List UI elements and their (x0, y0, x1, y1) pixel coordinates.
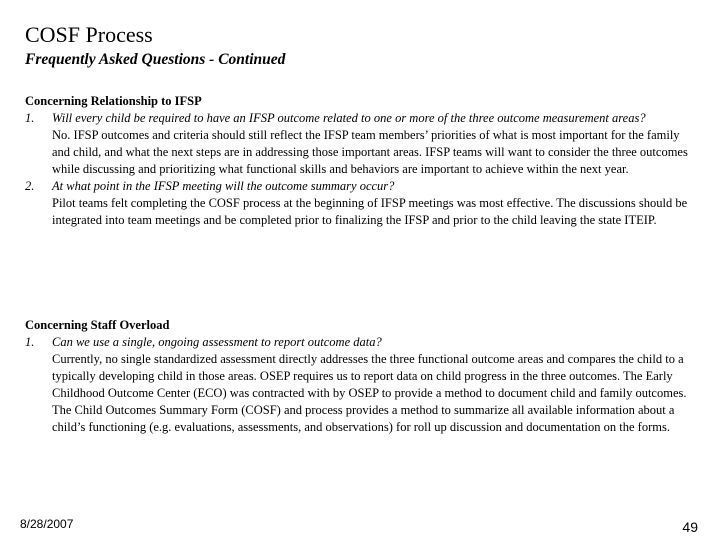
faq-answer: Currently, no single standardized assessment directly addresses the three functional outcome areas and compares the child to a typically developing child in those areas. OSEP requires us to report data on child progress in the three outcomes. The Early Childhood Outcome Center (ECO) was contracted with by OSEP to provide a method to document child and family outcomes. The Child Outcomes Summary Form (COSF) and process provides a method to summarize all available information about a child’s functioning (e.g. evaluations, assessments, and observations) for roll up discussion and documentation on the forms. (52, 352, 687, 434)
faq-item (25, 110, 697, 178)
faq-item (25, 334, 697, 436)
section-heading: Concerning Relationship to IFSP (25, 94, 202, 108)
item-number: 2. (25, 179, 35, 193)
slide-subtitle: Frequently Asked Questions - Continued (25, 51, 286, 68)
faq-section-staff-overload (25, 317, 697, 436)
faq-question: At what point in the IFSP meeting will the outcome summary occur? (52, 179, 395, 193)
item-number: 1. (25, 335, 35, 349)
faq-section-ifsp (25, 93, 697, 229)
faq-item (25, 178, 697, 229)
footer-date: 8/28/2007 (20, 517, 74, 531)
faq-content (25, 93, 697, 434)
faq-question: Can we use a single, ongoing assessment to report outcome data? (52, 335, 382, 349)
faq-question: Will every child be required to have an IFSP outcome related to one or more of the three outcome measurement areas? (52, 111, 646, 125)
faq-answer: No. IFSP outcomes and criteria should still reflect the IFSP team members’ priorities of what is most important for the family and child, and what the next steps are in addressing those important areas. IFSP teams will want to consider the three outcomes while discussing and prioritizing what functional skills and behaviors are important to achieve within the next year. (52, 128, 688, 176)
page-number: 49 (682, 519, 698, 535)
faq-answer: Pilot teams felt completing the COSF process at the beginning of IFSP meetings was most effective. The discussions should be integrated into team meetings and be completed prior to finalizing the IFSP and prior to the child leaving the state ITEIP. (52, 196, 688, 227)
section-heading: Concerning Staff Overload (25, 318, 170, 332)
item-number: 1. (25, 111, 35, 125)
slide-title: COSF Process (25, 22, 153, 47)
